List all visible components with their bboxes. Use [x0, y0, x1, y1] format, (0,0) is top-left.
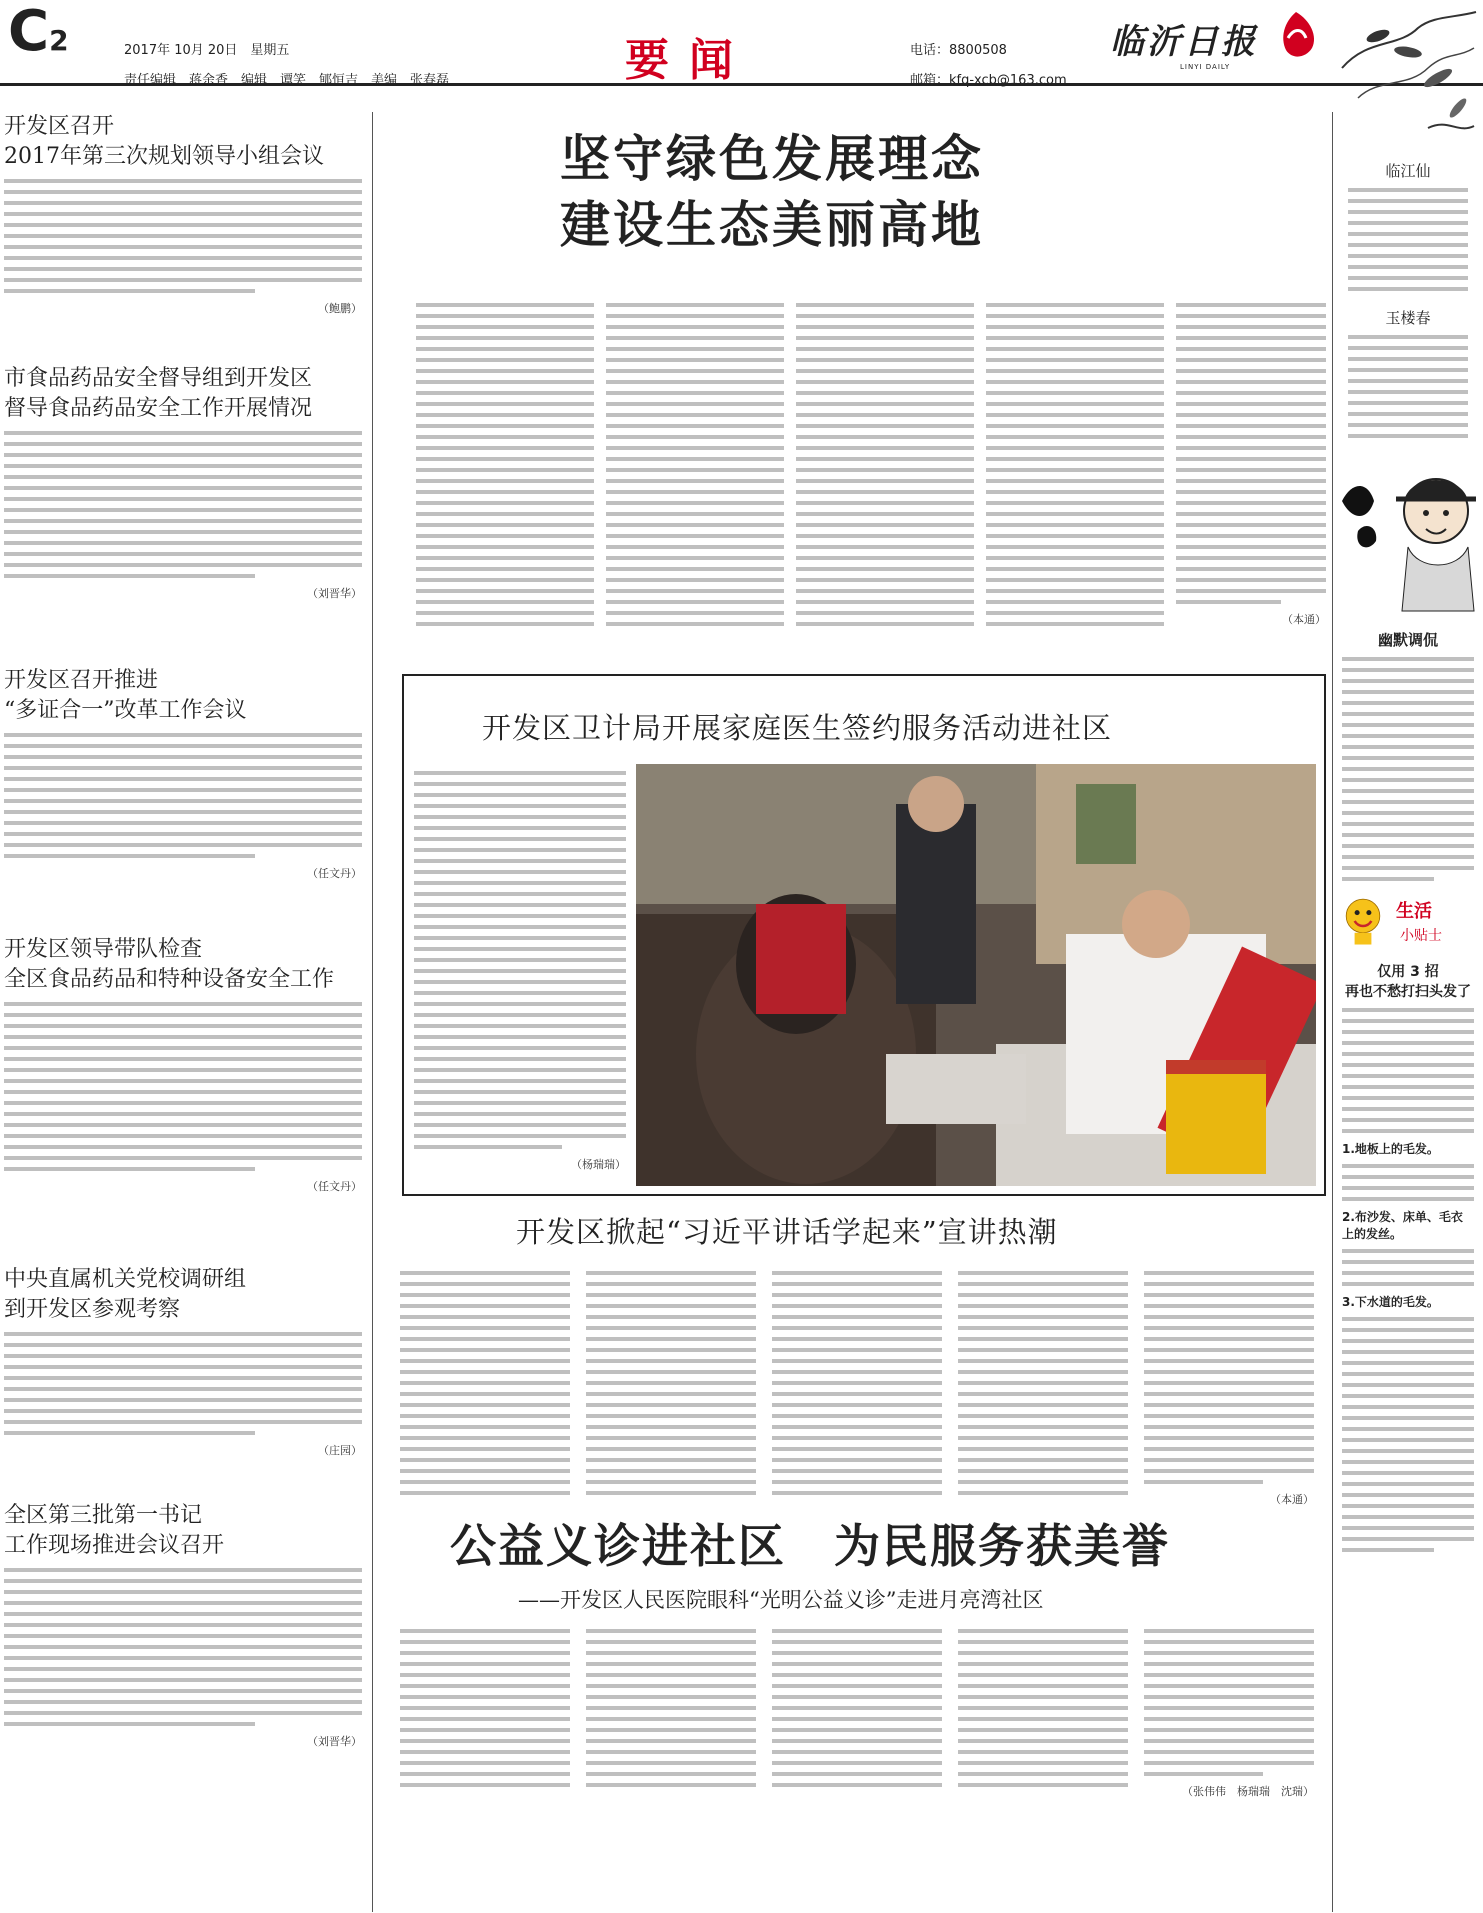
- article-title: 中央直属机关党校调研组: [4, 1267, 247, 1292]
- article-subtitle: 督导食品药品安全工作开展情况: [4, 396, 313, 421]
- smiley-mascot-icon: [1342, 891, 1384, 951]
- left-article: [4, 666, 362, 921]
- issue-date: 2017年 10月 20日 星期五: [124, 43, 290, 58]
- article-title: 开发区领导带队检查: [4, 937, 203, 962]
- text-column: [1176, 296, 1326, 627]
- article-byline: （杨瑞瑞）: [571, 1158, 626, 1171]
- article-subtitle: 工作现场推进会议召开: [4, 1533, 225, 1558]
- life-tips-label-sub: 小贴士: [1400, 928, 1442, 944]
- right-sidebar: [1338, 96, 1478, 1559]
- article-body: [4, 1332, 362, 1435]
- poem-title: 玉楼春: [1385, 309, 1431, 327]
- article-byline: （刘晋华）: [307, 1735, 362, 1748]
- left-news-column: [4, 112, 362, 1815]
- article-body: [4, 733, 362, 858]
- article-body: [4, 431, 362, 578]
- tips-body: [1338, 1008, 1478, 1552]
- logo-red-mark-icon: [1274, 8, 1318, 62]
- article-subtitle: 2017年第三次规划领导小组会议: [4, 144, 324, 169]
- left-article: [4, 1501, 362, 1801]
- main-headline: [560, 126, 1180, 258]
- phone-line: 电话：8800508: [910, 43, 1007, 58]
- humor-title: 幽默调侃: [1377, 631, 1438, 649]
- article-free-clinic-subtitle: ——开发区人民医院眼科“光明公益义诊”走进月亮湾社区: [518, 1588, 1044, 1612]
- left-article: [4, 112, 362, 350]
- editors-line: 责任编辑 蒋余香 编辑 谭笑 郇恒吉 美编 张春磊: [124, 73, 450, 88]
- article-free-clinic-title: 公益义诊进社区 为民服务获美誉: [450, 1519, 1170, 1573]
- poem-body: [1338, 188, 1478, 291]
- article-byline: （任文丹）: [307, 1180, 362, 1193]
- article-subtitle: 到开发区参观考察: [4, 1297, 181, 1322]
- boxed-article-body: [414, 764, 626, 1172]
- article-byline: （刘晋华）: [307, 587, 362, 600]
- article-free-clinic: [380, 1508, 1326, 1908]
- article-body: [4, 179, 362, 293]
- text-column: [958, 1622, 1128, 1794]
- newspaper-name-en: LINYI DAILY: [1180, 63, 1231, 71]
- poem-body: [1338, 335, 1478, 438]
- article-subtitle: 全区食品药品和特种设备安全工作: [4, 967, 335, 992]
- humor-body: [1338, 657, 1478, 881]
- main-headline-line2: 建设生态美丽高地: [560, 196, 984, 254]
- article-title: 开发区召开推进: [4, 668, 159, 693]
- text-column: [586, 1264, 756, 1502]
- tips-title: 再也不愁打扫头发了: [1345, 984, 1471, 1000]
- article-body: [4, 1568, 362, 1726]
- text-column: [606, 296, 784, 633]
- cartoon-portrait-illustration: [1338, 451, 1478, 621]
- text-column: [586, 1622, 756, 1794]
- text-column: [772, 1264, 942, 1502]
- text-column: [796, 296, 974, 633]
- issue-info: [124, 36, 449, 96]
- tip-item: 1.地板上的毛发。: [1342, 1142, 1439, 1156]
- email-line: 邮箱：kfq-xcb@163.com: [910, 73, 1067, 88]
- boxed-article: [402, 674, 1326, 1196]
- article-body: [4, 1002, 362, 1171]
- text-column: [1144, 1622, 1314, 1799]
- text-column: [986, 296, 1164, 633]
- article-byline: （本通）: [1270, 1493, 1314, 1506]
- column-divider: [1332, 112, 1333, 1912]
- newspaper-name: 临沂日报: [1110, 22, 1258, 62]
- poem-title: 临江仙: [1385, 162, 1431, 180]
- article-title: 全区第三批第一书记: [4, 1503, 203, 1528]
- article-byline: （任文丹）: [307, 867, 362, 880]
- page-number: C2: [8, 0, 69, 64]
- article-byline: （张伟伟 杨瑞瑞 沈瑞）: [1182, 1785, 1314, 1798]
- tips-kicker: 仅用 3 招: [1377, 964, 1439, 980]
- article-byline: （庄园）: [318, 1444, 362, 1457]
- left-article: [4, 1265, 362, 1487]
- life-tips-label: 生活: [1396, 901, 1432, 922]
- photo-doctor-service: [636, 764, 1316, 1186]
- column-divider: [372, 112, 373, 1912]
- article-byline: （鲍鹏）: [318, 302, 362, 315]
- article-title: 开发区召开: [4, 114, 115, 139]
- main-article-body: [380, 296, 1326, 666]
- left-article: [4, 935, 362, 1251]
- tip-item: 3.下水道的毛发。: [1342, 1295, 1439, 1309]
- text-column: [1144, 1264, 1314, 1507]
- newspaper-logo: [1110, 14, 1320, 76]
- boxed-article-title: 开发区卫计局开展家庭医生签约服务活动进社区: [482, 711, 1113, 745]
- life-tips-badge: [1338, 889, 1478, 955]
- article-lecture: [380, 1210, 1326, 1506]
- text-column: [416, 296, 594, 633]
- text-column: [400, 1622, 570, 1794]
- text-column: [400, 1264, 570, 1502]
- masthead: [0, 0, 1483, 86]
- article-lecture-title: 开发区掀起“习近平讲话学起来”宣讲热潮: [516, 1215, 1058, 1249]
- tip-item: 2.布沙发、床单、毛衣上的发丝。: [1342, 1210, 1463, 1241]
- text-column: [772, 1622, 942, 1794]
- section-name: 要闻: [625, 35, 753, 86]
- main-headline-line1: 坚守绿色发展理念: [560, 130, 984, 188]
- left-article: [4, 364, 362, 652]
- article-subtitle: “多证合一”改革工作会议: [4, 698, 247, 723]
- text-column: [958, 1264, 1128, 1502]
- article-byline: （本通）: [1282, 613, 1326, 626]
- contact-info: [910, 36, 1067, 96]
- article-title: 市食品药品安全督导组到开发区: [4, 366, 313, 391]
